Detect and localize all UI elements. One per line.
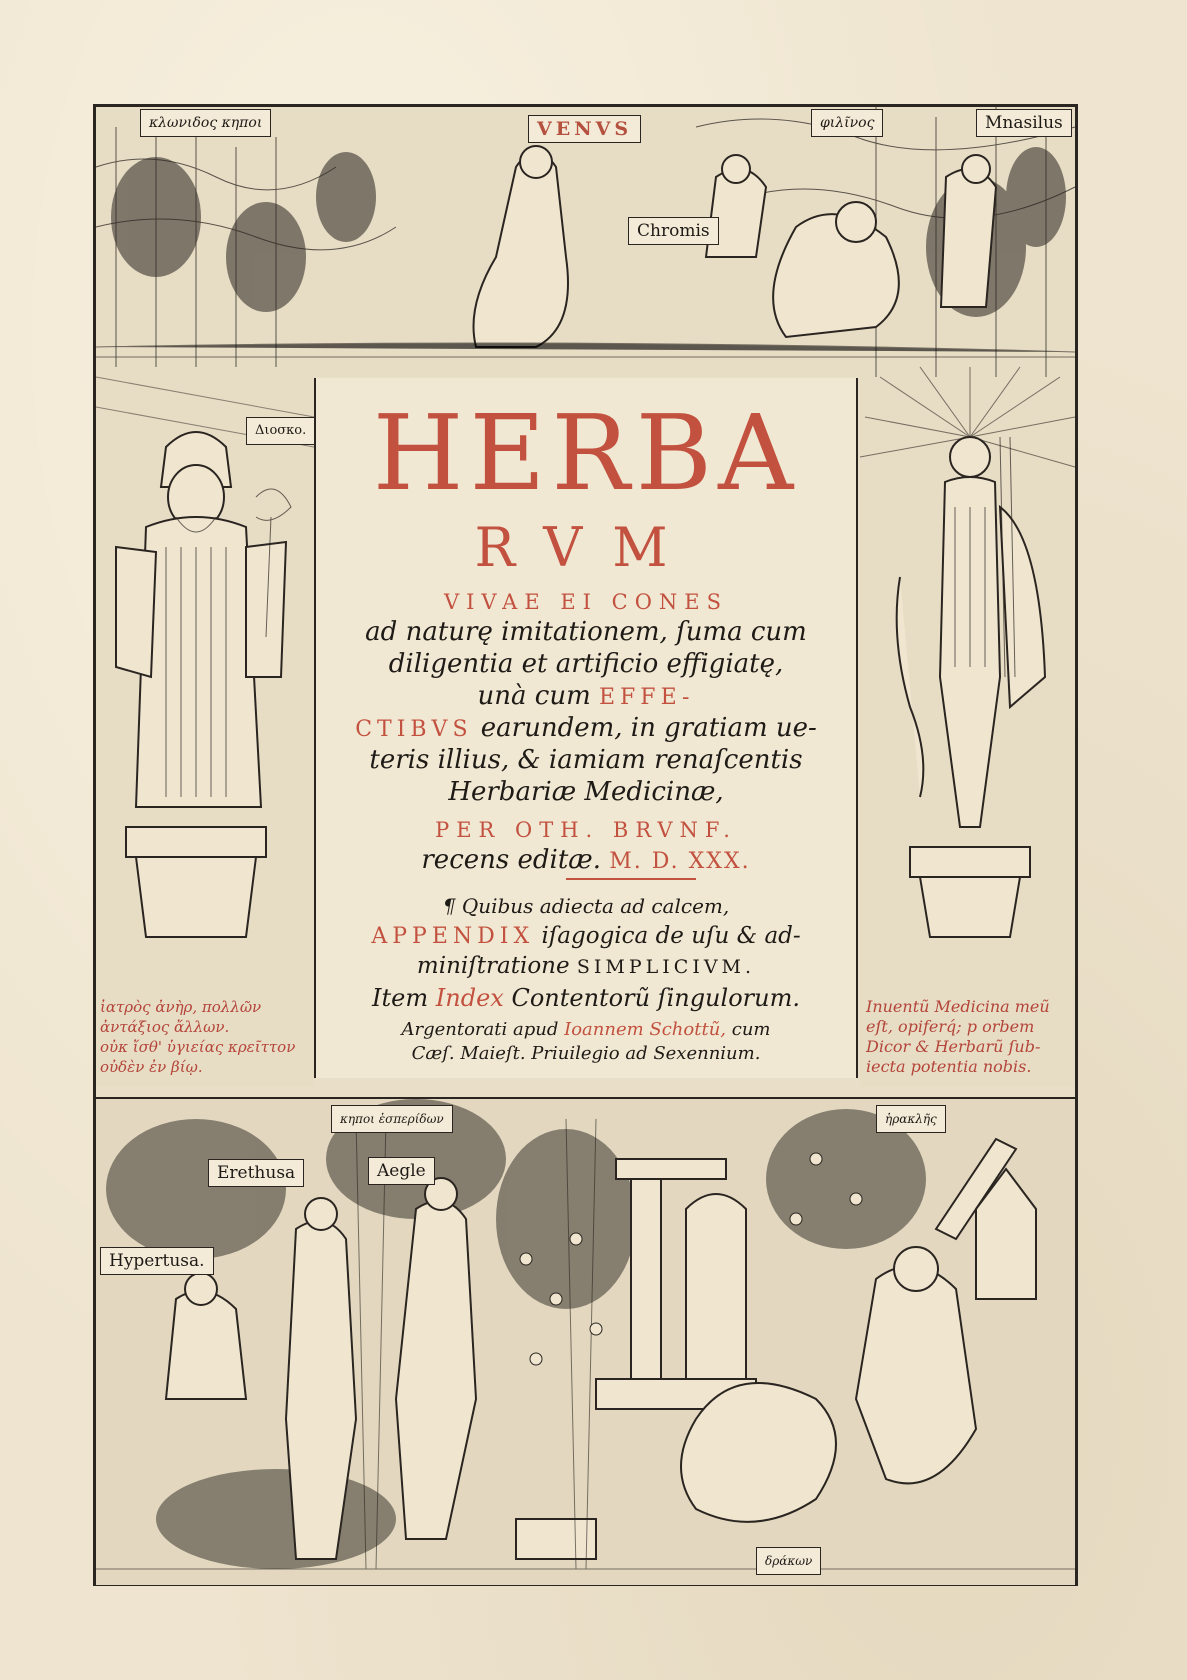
- title-line-6: Herbariæ Medicinæ,: [448, 777, 724, 807]
- title-appendix-rest: iſagogica de uſu & ad-: [541, 923, 801, 949]
- title-edita: recens editæ.: [421, 845, 601, 875]
- title-cum: cum: [731, 1019, 771, 1040]
- caption-right-line: Dicor & Herbarũ ſub-: [866, 1037, 1041, 1056]
- title-ctibus: CTIBVS: [355, 717, 473, 742]
- label-dioscorides: Διοσκο.: [246, 417, 315, 445]
- title-argentorati: Argentorati apud: [401, 1019, 559, 1040]
- bottom-woodcut-hesperides: [96, 1097, 1075, 1585]
- title-line-4b: earundem, in gratiam ue-: [480, 713, 817, 743]
- title-ministratione: miniſtratione: [416, 953, 570, 979]
- title-line-4: [316, 712, 856, 746]
- label-heracles: ἡρακλῆς: [876, 1105, 946, 1133]
- title-line-3: [316, 680, 856, 714]
- label-philinos: φιλῖνος: [811, 109, 883, 137]
- title-line-5: teris illius, & iamiam renaſcentis: [369, 745, 803, 775]
- caption-right-line: eſt, opiferq́; p orbem: [866, 1017, 1035, 1036]
- title-effe: EFFE-: [598, 685, 695, 710]
- caption-left-line: οὐκ ἴσθ' ὑγιείας κρεῖττον: [100, 1038, 296, 1056]
- title-vivae-eicones: VIVAE EI CONES: [443, 590, 729, 614]
- label-chromis: Chromis: [628, 217, 719, 245]
- right-woodcut-apollo: [860, 377, 1075, 1087]
- caption-right-latin: [866, 997, 1071, 1077]
- apollo-figure-illustration: [860, 377, 1075, 1087]
- top-woodcut-garden: [96, 107, 1075, 377]
- caption-right-line: iecta potentia nobis.: [866, 1057, 1032, 1076]
- dioscorides-figure-illustration: [96, 377, 314, 1087]
- title-schott: Ioannem Schottũ,: [564, 1019, 727, 1040]
- title-date: M. D. XXX.: [609, 849, 751, 874]
- title-line-3a: unà cum: [477, 681, 591, 711]
- caption-right-line: Inuentũ Medicina meũ: [866, 997, 1050, 1016]
- title-item: Item: [372, 984, 429, 1012]
- label-dragon: δράκων: [756, 1547, 821, 1575]
- title-line-1: ad naturę imitationem, ſuma cum: [365, 617, 807, 647]
- caption-left-line: ἀντάξιος ἄλλων.: [100, 1018, 230, 1036]
- label-aegle: Aegle: [368, 1157, 435, 1185]
- caption-left-line: οὐδὲν ἐν βίῳ.: [100, 1058, 203, 1076]
- title-author: PER OTH. BRVNF.: [435, 818, 737, 842]
- caption-left-line: ἰατρὸς ἀνὴρ, πολλῶν: [100, 998, 262, 1016]
- label-erethusa: Erethusa: [208, 1159, 304, 1187]
- caption-left-greek: [100, 997, 310, 1077]
- title-simplicium: SIMPLICIVM.: [576, 956, 756, 978]
- label-hypertusa: Hypertusa.: [100, 1247, 214, 1275]
- title-rum: RVM: [474, 516, 698, 579]
- label-hesperides-garden: κηποι ἑσπερίδων: [331, 1105, 453, 1133]
- title-privilegio: Cæſ. Maieſt. Priuilegio ad Sexennium.: [411, 1043, 761, 1064]
- title-argentorati-line: [316, 1018, 856, 1042]
- left-woodcut-dioscorides: [96, 377, 314, 1087]
- title-ministratione-line: [316, 950, 856, 983]
- title-index: Index: [435, 984, 504, 1012]
- title-edita-line: [316, 844, 856, 878]
- date-underline: [566, 878, 696, 880]
- title-appendix: APPENDIX: [371, 924, 535, 949]
- title-appendix-line: [316, 920, 856, 953]
- label-venus: VENVS: [528, 115, 641, 143]
- garden-scene-illustration: [96, 107, 1075, 377]
- title-quibus: ¶ Quibus adiecta ad calcem,: [442, 894, 730, 918]
- title-text-block: [314, 378, 858, 1078]
- title-contentoru: Contentorũ ſingulorum.: [511, 984, 800, 1012]
- title-herba: HERBA: [372, 392, 800, 514]
- title-line-2: diligentia et artificio effigiatę,: [388, 649, 784, 679]
- label-mnasilus: Mnasilus: [976, 109, 1072, 137]
- label-klonidos-kepoi: κλωνιδος κηποι: [140, 109, 271, 137]
- title-index-line: [316, 982, 856, 1014]
